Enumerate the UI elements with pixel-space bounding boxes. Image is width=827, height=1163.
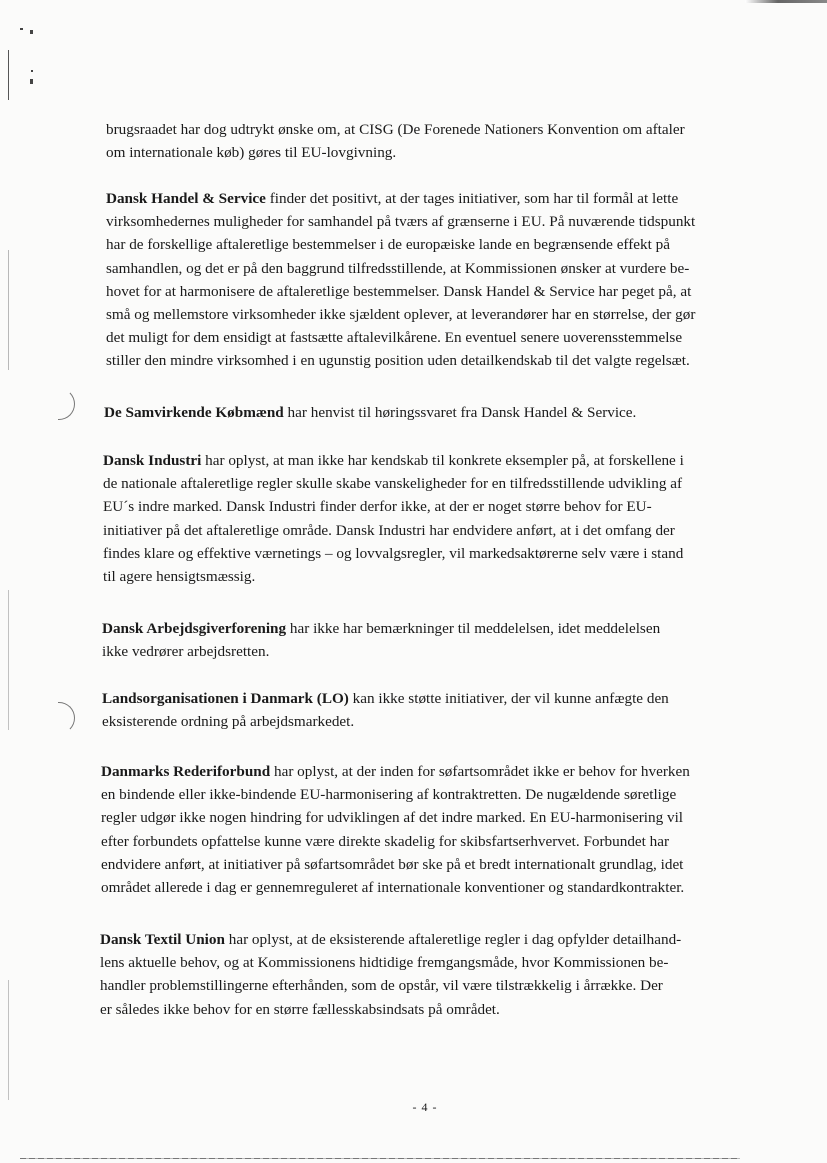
organization-name: Dansk Textil Union	[100, 931, 225, 948]
text-line: til agere hensigtsmæssig.	[103, 568, 256, 586]
text-line: har oplyst, at de eksisterende aftaleretlige regler i dag opfylder detailhand-	[224, 931, 682, 948]
text-line: har ikke har bemærkninger til meddelelsen, idet meddelelsen	[286, 620, 661, 637]
paragraph-dansk-arbejdsgiverforening	[102, 617, 660, 663]
text-line: er således ikke behov for en større fællesskabsindsats på området.	[100, 1000, 500, 1018]
scan-speck	[30, 30, 33, 34]
text-line: de nationale aftaleretlige regler skulle skabe vanskeligheder for en tilfredsstillende udvikling af	[103, 475, 683, 493]
scan-speck	[30, 79, 33, 84]
paragraph-lo	[102, 687, 669, 733]
text-line: virksomhedernes muligheder for samhandel på tværs af grænserne i EU. På nuværende tidspunkt	[106, 213, 696, 231]
scan-margin-mark	[8, 250, 9, 370]
text-line: initiativer på det aftaleretlige område. Dansk Industri har endvidere anført, at i det omfang der	[103, 521, 675, 539]
text-line: samhandlen, og det er på den baggrund tilfredsstillende, at Kommissionen ønsker at vurdere be-	[106, 259, 690, 277]
organization-name: Dansk Handel & Service	[106, 190, 266, 207]
paragraph-dansk-textil-union	[100, 928, 681, 1021]
text-line: endvidere anført, at initiativer på søfartsområdet bør ske på et bredt internationalt grundlag, idet	[101, 855, 684, 873]
organization-name: Dansk Arbejdsgiverforening	[102, 620, 287, 637]
text-line: om internationale køb) gøres til EU-lovgivning.	[106, 144, 397, 162]
paragraph-dansk-handel-service	[106, 187, 695, 373]
text-line: stiller den mindre virksomhed i en ugunstig position uden detailkendskab til det valgte regelsæt.	[106, 352, 690, 370]
text-line: eksisterende ordning på arbejdsmarkedet.	[102, 713, 355, 731]
text-line: har oplyst, at der inden for søfartsområdet ikke er behov for hverken	[270, 763, 690, 780]
text-line: hovet for at harmonisere de aftaleretlige bestemmelser. Dansk Handel & Service har peget på, at	[106, 282, 692, 300]
punch-hole-mark	[58, 388, 75, 420]
scan-speck	[20, 28, 23, 30]
text-line: ikke vedrører arbejdsretten.	[102, 643, 270, 661]
text-line: kan ikke støtte initiativer, der vil kunne anfægte den	[348, 690, 669, 707]
text-line: har de forskellige aftaleretlige bestemmelser i de europæiske lande en begrænsende effekt på	[106, 236, 670, 254]
text-line: små og mellemstore virksomheder ikke sjældent oplever, at leverandører har en størrelse, der gør	[106, 306, 696, 324]
paragraph-forbrugsraadet	[106, 118, 685, 164]
text-line: EU´s indre marked. Dansk Industri finder derfor ikke, at der er noget større behov for EU-	[103, 498, 652, 516]
page-number: - 4 -	[412, 1100, 438, 1114]
scan-margin-mark	[8, 50, 9, 100]
text-line: har henvist til høringssvaret fra Dansk Handel & Service.	[283, 404, 637, 421]
punch-hole-mark	[58, 702, 75, 734]
scan-margin-mark	[8, 980, 9, 1100]
paragraph-dansk-industri	[103, 449, 684, 588]
text-line: lens aktuelle behov, og at Kommissionens hidtidige fremgangsmåde, hvor Kommissionen be-	[100, 954, 669, 972]
text-line: området allerede i dag er gennemreguleret af internationale konventioner og standardkontrakter.	[101, 879, 685, 897]
text-line: har oplyst, at man ikke har kendskab til konkrete eksempler på, at forskellene i	[201, 452, 684, 469]
paragraph-de-samvirkende-koebmaend	[104, 401, 636, 424]
organization-name: Dansk Industri	[103, 452, 202, 469]
paragraph-danmarks-rederiforbund	[101, 760, 690, 899]
scan-artifact-top	[745, 0, 827, 3]
organization-name: Danmarks Rederiforbund	[101, 763, 271, 780]
text-line: handler problemstillingerne efterhånden, som de opstår, vil være tilstrækkelig i årrække. Der	[100, 977, 663, 995]
text-line: regler udgør ikke nogen hindring for udviklingen af det indre marked. En EU-harmonisering vil	[101, 809, 684, 827]
organization-name: De Samvirkende Købmænd	[104, 404, 284, 421]
text-line: det muligt for dem ensidigt at fastsætte aftalevilkårene. En eventuel senere uoverensstemmelse	[106, 329, 683, 347]
scan-artifact-bottom	[20, 1158, 740, 1159]
scan-speck	[31, 70, 33, 72]
organization-name: Landsorganisationen i Danmark (LO)	[102, 690, 349, 707]
text-line: en bindende eller ikke-bindende EU-harmonisering af kontraktretten. De nugældende søretlige	[101, 786, 677, 804]
text-line: findes klare og effektive værnetings – og lovvalgsregler, vil markedsaktørerne selv være i stand	[103, 544, 684, 562]
scan-margin-mark	[8, 590, 9, 730]
text-line: brugsraadet har dog udtrykt ønske om, at CISG (De Forenede Nationers Konvention om aftaler	[106, 121, 685, 138]
text-line: efter forbundets opfattelse kunne være direkte skadelig for skibsfartserhvervet. Forbundet har	[101, 832, 670, 850]
text-line: finder det positivt, at der tages initiativer, som har til formål at lette	[265, 190, 679, 207]
